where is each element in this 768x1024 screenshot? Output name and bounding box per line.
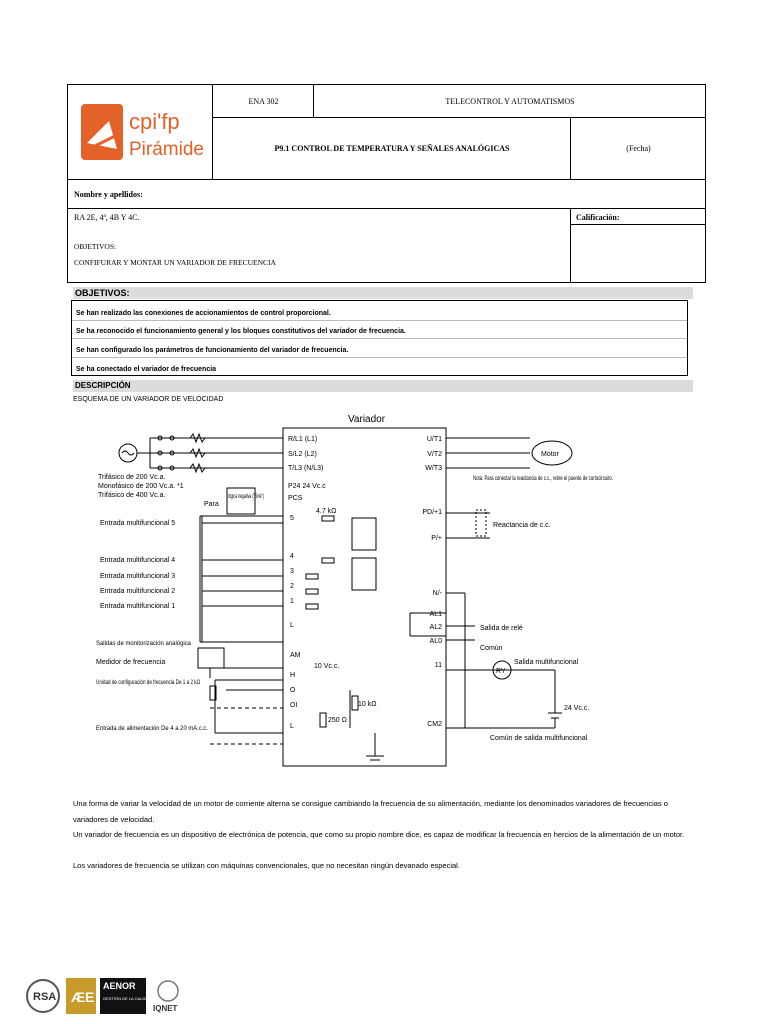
- terminal-al2: AL2: [429, 624, 442, 631]
- label-note: Nota: Para conectar la reactancia de c.c., retire el puente de cortocircuito.: [473, 475, 614, 482]
- terminal-n: N/-: [432, 590, 442, 597]
- description-title: DESCRIPCIÓN: [73, 380, 693, 392]
- terminal-5: 5: [290, 515, 294, 522]
- label-in2: Entrada multifuncional 2: [100, 588, 176, 595]
- objective-item: Se ha conectado el variador de frecuencia: [76, 366, 217, 373]
- terminal-1: 1: [290, 598, 294, 605]
- label-in1: Entrada multifuncional 1: [100, 603, 176, 610]
- iqnet-text: IQNET: [153, 1004, 178, 1013]
- terminal-pd: PD/+1: [422, 509, 442, 516]
- terminal-p: P/+: [431, 535, 442, 542]
- label-common-multi: Común de salida multifuncional: [490, 735, 588, 742]
- label-motor: Motor: [541, 451, 559, 458]
- terminal-11: 11: [434, 662, 442, 669]
- aenor-text: AENOR: [103, 981, 136, 991]
- date-field: (Fecha): [626, 144, 651, 153]
- name-label: Nombre y apellidos:: [74, 189, 143, 199]
- objective-item: Se ha reconocido el funcionamiento general y los bloques constitutivos del variador de frecuencia.: [76, 328, 406, 335]
- terminal-h: H: [290, 672, 296, 679]
- objectives-label: OBJETIVOS:: [74, 241, 117, 251]
- label-in5: Entrada multifuncional 5: [100, 520, 176, 527]
- iqnet-logo: [158, 981, 178, 1001]
- course-code: ENA 302: [248, 96, 279, 106]
- label-common: Común: [480, 645, 503, 652]
- subject-name: TELECONTROL Y AUTOMATISMOS: [445, 96, 575, 106]
- label-para: Para: [204, 501, 219, 508]
- header-table: [67, 84, 706, 283]
- label-supply2: Monofásico de 200 Vc.a. *1: [98, 483, 184, 490]
- terminal-4: 4: [290, 553, 294, 560]
- terminal-l2: L: [290, 723, 294, 730]
- terminal-v: V/T2: [427, 451, 442, 458]
- terminal-r: R/L1 (L1): [288, 436, 318, 443]
- aenor-sub-text: GESTIÓN DE LA CALIDAD: [103, 996, 152, 1001]
- diagram-title: Variador: [348, 414, 386, 425]
- objective-item: Se han realizado las conexiones de accionamientos de control proporcional.: [76, 310, 331, 317]
- label-monitor: Salidas de monitorización analógica: [96, 640, 192, 647]
- terminal-3: 3: [290, 568, 294, 575]
- label-logic: lógica negativa ("Sink"): [228, 494, 264, 500]
- paragraph-2: Un variador de frecuencia es un dispositivo de electrónica de potencia, que como su propio nombre dice, es capaz de modificar la frecuencia en hercios de la alimentación de un motor.: [73, 830, 685, 839]
- label-in4: Entrada multifuncional 4: [100, 557, 176, 564]
- terminal-l: L: [290, 622, 294, 629]
- label-24v: 24 Vc.c.: [564, 705, 590, 712]
- label-r47: 4.7 kΩ: [316, 508, 337, 515]
- terminal-2: 2: [290, 583, 294, 590]
- label-supply1: Trifásico de 200 Vc.a.: [98, 474, 166, 481]
- terminal-s: S/L2 (L2): [288, 451, 317, 458]
- description-subtitle: ESQUEMA DE UN VARIADOR DE VELOCIDAD: [73, 396, 224, 403]
- practice-title: P9.1 CONTROL DE TEMPERATURA Y SEÑALES ANALÓGICAS: [274, 144, 510, 153]
- objectives-list: [71, 300, 688, 376]
- terminal-p24: P24 24 Vc.c: [288, 483, 326, 490]
- terminal-al0: AL0: [429, 638, 442, 645]
- label-multi-out: Salida multifuncional: [514, 659, 579, 666]
- label-in3: Entrada multifuncional 3: [100, 573, 176, 580]
- terminal-oi: OI: [290, 702, 298, 709]
- terminal-u: U/T1: [426, 436, 442, 443]
- logo-text-top: cpi'fp: [129, 109, 180, 134]
- objective-item: Se han configurado los parámetros de funcionamiento del variador de frecuencia.: [76, 347, 349, 354]
- certification-logos: [25, 976, 195, 1016]
- logo-text-bottom: Pirámide: [129, 139, 204, 160]
- label-r250: 250 Ω: [328, 717, 347, 724]
- terminal-cm2: CM2: [427, 721, 442, 728]
- terminal-t: T/L3 (N/L3): [288, 465, 324, 472]
- label-freq-meter: Medidor de frecuencia: [96, 659, 166, 666]
- paragraph-1: Una forma de variar la velocidad de un motor de corriente alterna se consigue cambiando la frecuencia de su alimentación, mediante los denominados variadores de frecuencias o variadores de velocidad.: [73, 799, 668, 824]
- terminal-w: W/T3: [425, 465, 442, 472]
- terminal-am: AM: [290, 652, 301, 659]
- inverter-wiring-diagram: [90, 408, 630, 783]
- objectives-title: OBJETIVOS:: [73, 287, 693, 299]
- objectives-text: CONFIFURAR Y MONTAR UN VARIADOR DE FRECUENCIA: [74, 257, 276, 267]
- label-power-in: Entrada de alimentación De 4 a 20 mA.c.c.: [96, 726, 209, 732]
- label-v10: 10 Vc.c.: [314, 663, 340, 670]
- label-reactance: Reactancia de c.c.: [493, 522, 551, 529]
- label-relay: Salida de relé: [480, 625, 523, 632]
- label-r10: 10 kΩ: [358, 701, 377, 708]
- label-ry: RY: [496, 668, 506, 675]
- label-supply3: Trifásico de 400 Vc.a.: [98, 492, 166, 499]
- terminal-pcs: PCS: [288, 495, 303, 502]
- cpifp-logo: [81, 101, 211, 163]
- label-config-unit: Unidad de configuración de frecuencia De 1 a 2 kΩ: [96, 680, 201, 686]
- rsa-text: RSA: [33, 991, 57, 1003]
- terminal-o: O: [290, 687, 296, 694]
- terminal-al1: AL1: [429, 611, 442, 618]
- paragraph-3: Los variadores de frecuencia se utilizan con máquinas convencionales, que no necesitan ningún devanado especial.: [73, 861, 460, 870]
- ra-text: RA 2E, 4ª, 4B Y 4C.: [74, 212, 140, 222]
- grade-label: Calificación:: [576, 212, 620, 222]
- ae-text: ÆE: [71, 989, 95, 1005]
